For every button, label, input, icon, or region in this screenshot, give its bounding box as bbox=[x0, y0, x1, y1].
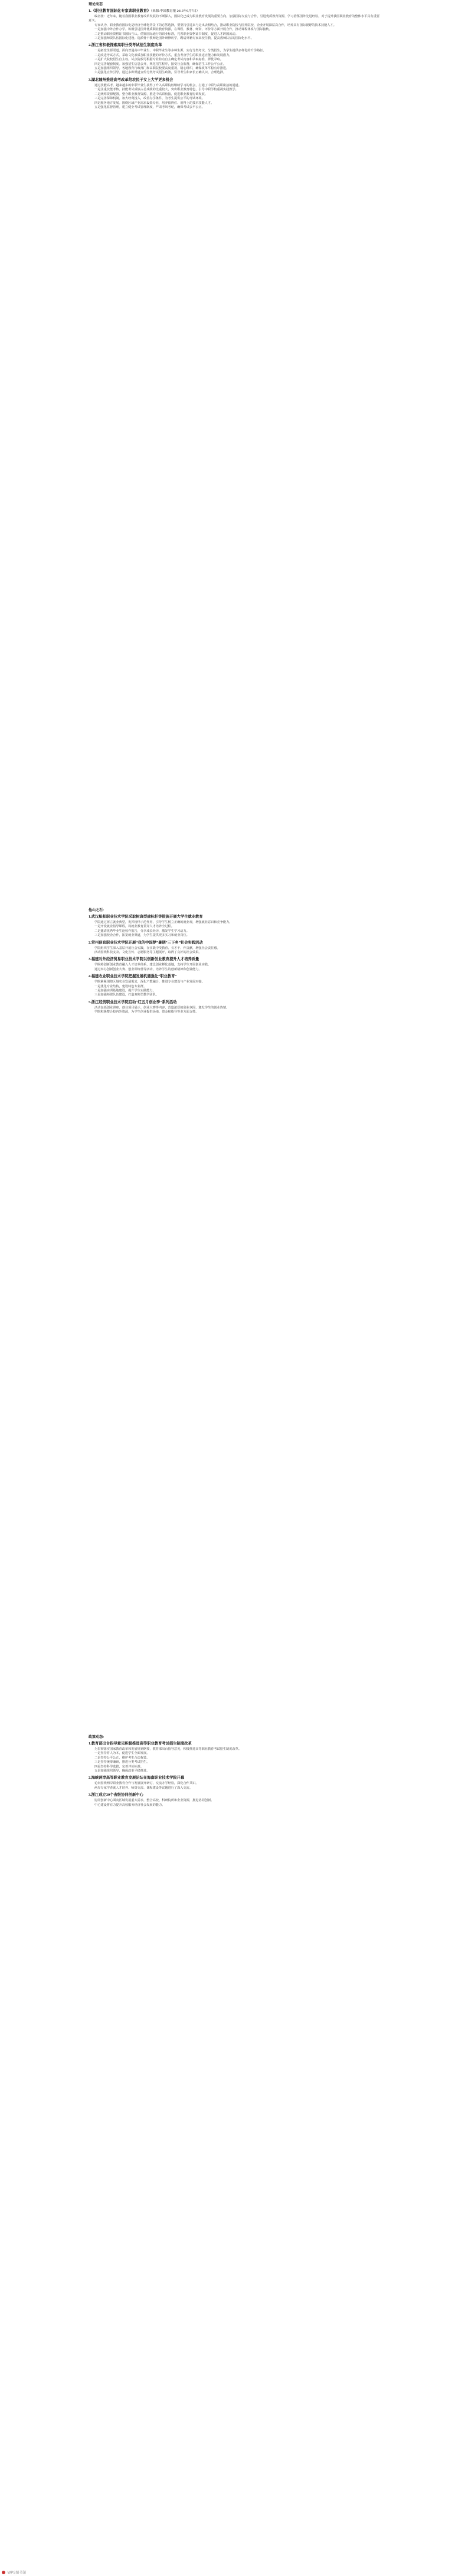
article-title bbox=[89, 43, 379, 48]
article-paragraph: 五是强化监督管理。建立健全考试管理制度，严肃考风考纪，确保考试公平公正。 bbox=[94, 105, 205, 109]
article-paragraph: 为贯彻落实国家教育改革和发展规划纲要，教育部出台指导意见，积极推进高等职业教育考试招生制度改革。 bbox=[94, 1747, 242, 1751]
wps-logo-icon bbox=[2, 2571, 5, 2574]
article-title bbox=[89, 941, 379, 945]
article-title bbox=[89, 1793, 379, 1798]
article-paragraph: 四是完善配套制度。加强招生信息公开，规范招生程序，接受社会监督，确保招生工作公平公正。 bbox=[94, 62, 227, 66]
article-paragraph: 一是坚持育人为本，促进学生全面发展。 bbox=[94, 1752, 150, 1756]
article-paragraph: 五是加强组织领导。各地教育行政部门和高职院校要高度重视，精心组织，确保改革平稳有序推进。 bbox=[94, 67, 230, 71]
block-theory bbox=[89, 1, 379, 110]
article-title-text: 5.浙江经贸职业技术学院启动“红五月创业季”系列活动 bbox=[89, 1000, 177, 1004]
section-title: 理论动态 bbox=[89, 3, 103, 6]
article-paragraph: 五是加强组织领导，确保改革平稳推进。 bbox=[94, 1769, 150, 1773]
article-title-text: 1.《职业教育国际化专家谈职业教育》 bbox=[89, 9, 151, 13]
article-title-text: 2.常州信息职业技术学院开展“我的中国梦”暑期“三下乡”社会实践活动 bbox=[89, 940, 203, 945]
section-title: 政策动态: bbox=[89, 1736, 104, 1739]
article-paragraph: 论坛围绕两岸职业教育合作与发展展开研讨，交流办学经验，深化合作共识。 bbox=[94, 1782, 199, 1786]
article-paragraph: 学院通过树立就业典型，发挥榜样示范作用，引导学生树立正确的就业观，增强就业意识和竞争能力。 bbox=[94, 921, 233, 924]
article-paragraph: 学院紧紧围绕区域农业发展需求，深化产教融合，推进专业建设与产业发展对接。 bbox=[94, 980, 205, 984]
article-paragraph: 学院组织学生深入基层开展社会实践，在实践中受教育、长才干、作贡献，增强社会责任感。 bbox=[94, 946, 220, 950]
article-paragraph: 专家认为，职业教育国际化是经济全球化背景下的必然选择，要坚持引进来与走出去相结合，推动职业院校与国外院校、企业开展深层次合作，培养具有国际视野的技术技能人才。 bbox=[94, 23, 336, 27]
article-title-text: 3.福建对外经济贸易职业技术学院以创新创业教育提升人才培养质量 bbox=[89, 957, 199, 962]
article-paragraph: 二是邀请优秀毕业生返校作报告，分享成长经历，激发学生学习动力。 bbox=[94, 929, 189, 933]
article-title bbox=[89, 974, 379, 979]
article-paragraph: 三是扩大院校招生自主权。试点院校可根据专业特点自主确定考试内容和录取标准，择优录取。 bbox=[94, 58, 223, 62]
article-list bbox=[89, 915, 379, 1015]
article-paragraph: 四是坚持科学选拔，完善评价标准。 bbox=[94, 1765, 144, 1769]
article-title bbox=[89, 78, 379, 83]
article-title-text: 2.浙江省积极探索高职分类考试招生制度改革 bbox=[89, 43, 162, 48]
article-title-text: 3.湖北随州推进高考改革给农民子女上大学更多机会 bbox=[89, 77, 174, 82]
article-paragraph: 协同创新中心面向区域发展重大需求，整合高校、科研院所和企业资源，推进协同创新。 bbox=[94, 1799, 214, 1803]
article-title bbox=[89, 9, 379, 14]
article-paragraph: 二是统筹资源配置。整合职业教育资源，推进中高职衔接，促进职业教育协调发展。 bbox=[94, 92, 208, 96]
block-policy bbox=[89, 1734, 379, 1808]
article-title-text: 3.浙江成立30个省级协同创新中心 bbox=[89, 1793, 143, 1798]
article-title bbox=[89, 1776, 379, 1780]
article-paragraph: 两岸专家学者就人才培养、师资交流、课程建设等议题进行了深入交流。 bbox=[94, 1786, 193, 1790]
article-source: （来源:中国教育报 2013年6月7日） bbox=[150, 9, 200, 13]
article-list bbox=[89, 1742, 379, 1808]
article-paragraph: 三是加强师资队伍建设，打造双师型教学团队。 bbox=[94, 993, 159, 997]
article-title-text: 1.教育部出台指导意见积极推进高等职业教育考试招生制度改革 bbox=[89, 1742, 192, 1746]
article-title-text: 2.海峡两岸高等职业教育发展论坛在海南职业技术学院开幕 bbox=[89, 1776, 185, 1780]
article-paragraph: 一是开设就业指导课程，将就业教育贯穿人才培养全过程。 bbox=[94, 925, 174, 929]
article-paragraph: 一是拓宽生源渠道。面向普通高中毕业生、中职毕业生等多种生源，实行分类考试、分类招生，为学生提供多样化的升学路径。 bbox=[94, 49, 266, 53]
article-paragraph: 学院将创新创业教育融入人才培养体系，建设创业孵化基地，支持学生开展创业实践。 bbox=[94, 963, 211, 967]
article-paragraph: 三是加强师资队伍国际化建设。选派骨干教师赴国外研修访学，聘请外籍专家来校任教，提高教师队伍的国际化水平。 bbox=[94, 37, 254, 41]
article-paragraph: 编者按：近年来，随着我国职业教育改革发展的不断深入，国际化已成为职业教育发展的重要方向。加强国际交流与合作，引进优质教育资源，学习借鉴国外先进经验，对于提升我国职业教育的整体水平具有重要意义。 bbox=[89, 15, 379, 23]
article-title bbox=[89, 1742, 379, 1746]
article-paragraph: 一是优化专业结构，建设特色专业群。 bbox=[94, 984, 147, 988]
article-paragraph: 二是改进考试方式。采取文化素质加职业技能的评价方式，重点考查学生的职业适应能力和发展潜力。 bbox=[94, 53, 233, 57]
article-paragraph: 三是加强校企合作，拓宽就业渠道，为学生提供更多实习和就业岗位。 bbox=[94, 934, 189, 938]
article-paragraph: 活动围绕科技支农、文化宣传、志愿服务等主题展开，取得了良好的社会效果。 bbox=[94, 951, 202, 955]
article-paragraph: 通过技能高考，越来越多的中职毕业生获得了升入高职院校继续学习的机会，打通了中职与高职衔接的通道。 bbox=[94, 83, 242, 87]
article-paragraph: 三是坚持统筹兼顾，推进分类考试招生。 bbox=[94, 1760, 150, 1765]
article-title-text: 4.福建农业职业技术学院把握发展机遇强化“职业教育” bbox=[89, 974, 177, 979]
footer bbox=[2, 2570, 26, 2575]
article-paragraph: 二是加强实训基地建设，提升学生实践能力。 bbox=[94, 989, 156, 993]
article-title bbox=[89, 1000, 379, 1005]
block-others bbox=[89, 907, 379, 1015]
article-paragraph: 六是强化宣传引导。通过多种渠道宣传分类考试招生政策，引导考生和家长正确认识、合理选择。 bbox=[94, 71, 227, 75]
article-title-text: 1.武汉船舶职业技术学院采取树典型建标杆等措施开展大学生就业教育 bbox=[89, 915, 203, 919]
article-paragraph: 学院积极整合校内外资源，为学生创业提供场地、资金和指导等多方面支持。 bbox=[94, 1010, 199, 1014]
article-paragraph: 一是注重技能考核。技能考试成绩占总成绩的比重较大，突出职业教育特色，引导中职学校重视实践教学。 bbox=[94, 88, 238, 92]
article-paragraph: 中心建设将有力提升高校服务经济社会发展的能力。 bbox=[94, 1803, 165, 1807]
article-paragraph: 活动包括创业讲座、创业项目展示、创业大赛等内容，营造浓厚的创业氛围，激发学生的创业热情。 bbox=[94, 1006, 230, 1010]
article-title bbox=[89, 957, 379, 962]
section-title: 他山之石: bbox=[89, 909, 104, 912]
article-paragraph: 二是推动职业资格证书国际互认。借鉴国际通行的职业标准，完善职业资格证书制度，促进人才跨国流动。 bbox=[94, 32, 238, 36]
article-paragraph: 二是坚持公平公正，维护考生合法权益。 bbox=[94, 1756, 150, 1760]
article-paragraph: 四是服务地方发展。围绕区域产业需求设置专业，培养留得住、用得上的技术技能人才。 bbox=[94, 101, 214, 105]
article-list bbox=[89, 9, 379, 110]
article-title bbox=[89, 915, 379, 919]
footer-label: WPS图书馆 bbox=[7, 2571, 27, 2575]
article-paragraph: 三是完善保障机制。加大经费投入，改善办学条件，为考生提供公平的考试环境。 bbox=[94, 97, 205, 101]
article-paragraph: 通过举办创新创业大赛、创业训练营等活动，培养学生的创新精神和创业能力。 bbox=[94, 967, 202, 971]
article-paragraph: 一是加强中外合作办学。积极引进国外优质职业教育资源，在课程、教材、师资、评价等方面开展合作，推动课程体系与国际接轨。 bbox=[94, 28, 272, 32]
